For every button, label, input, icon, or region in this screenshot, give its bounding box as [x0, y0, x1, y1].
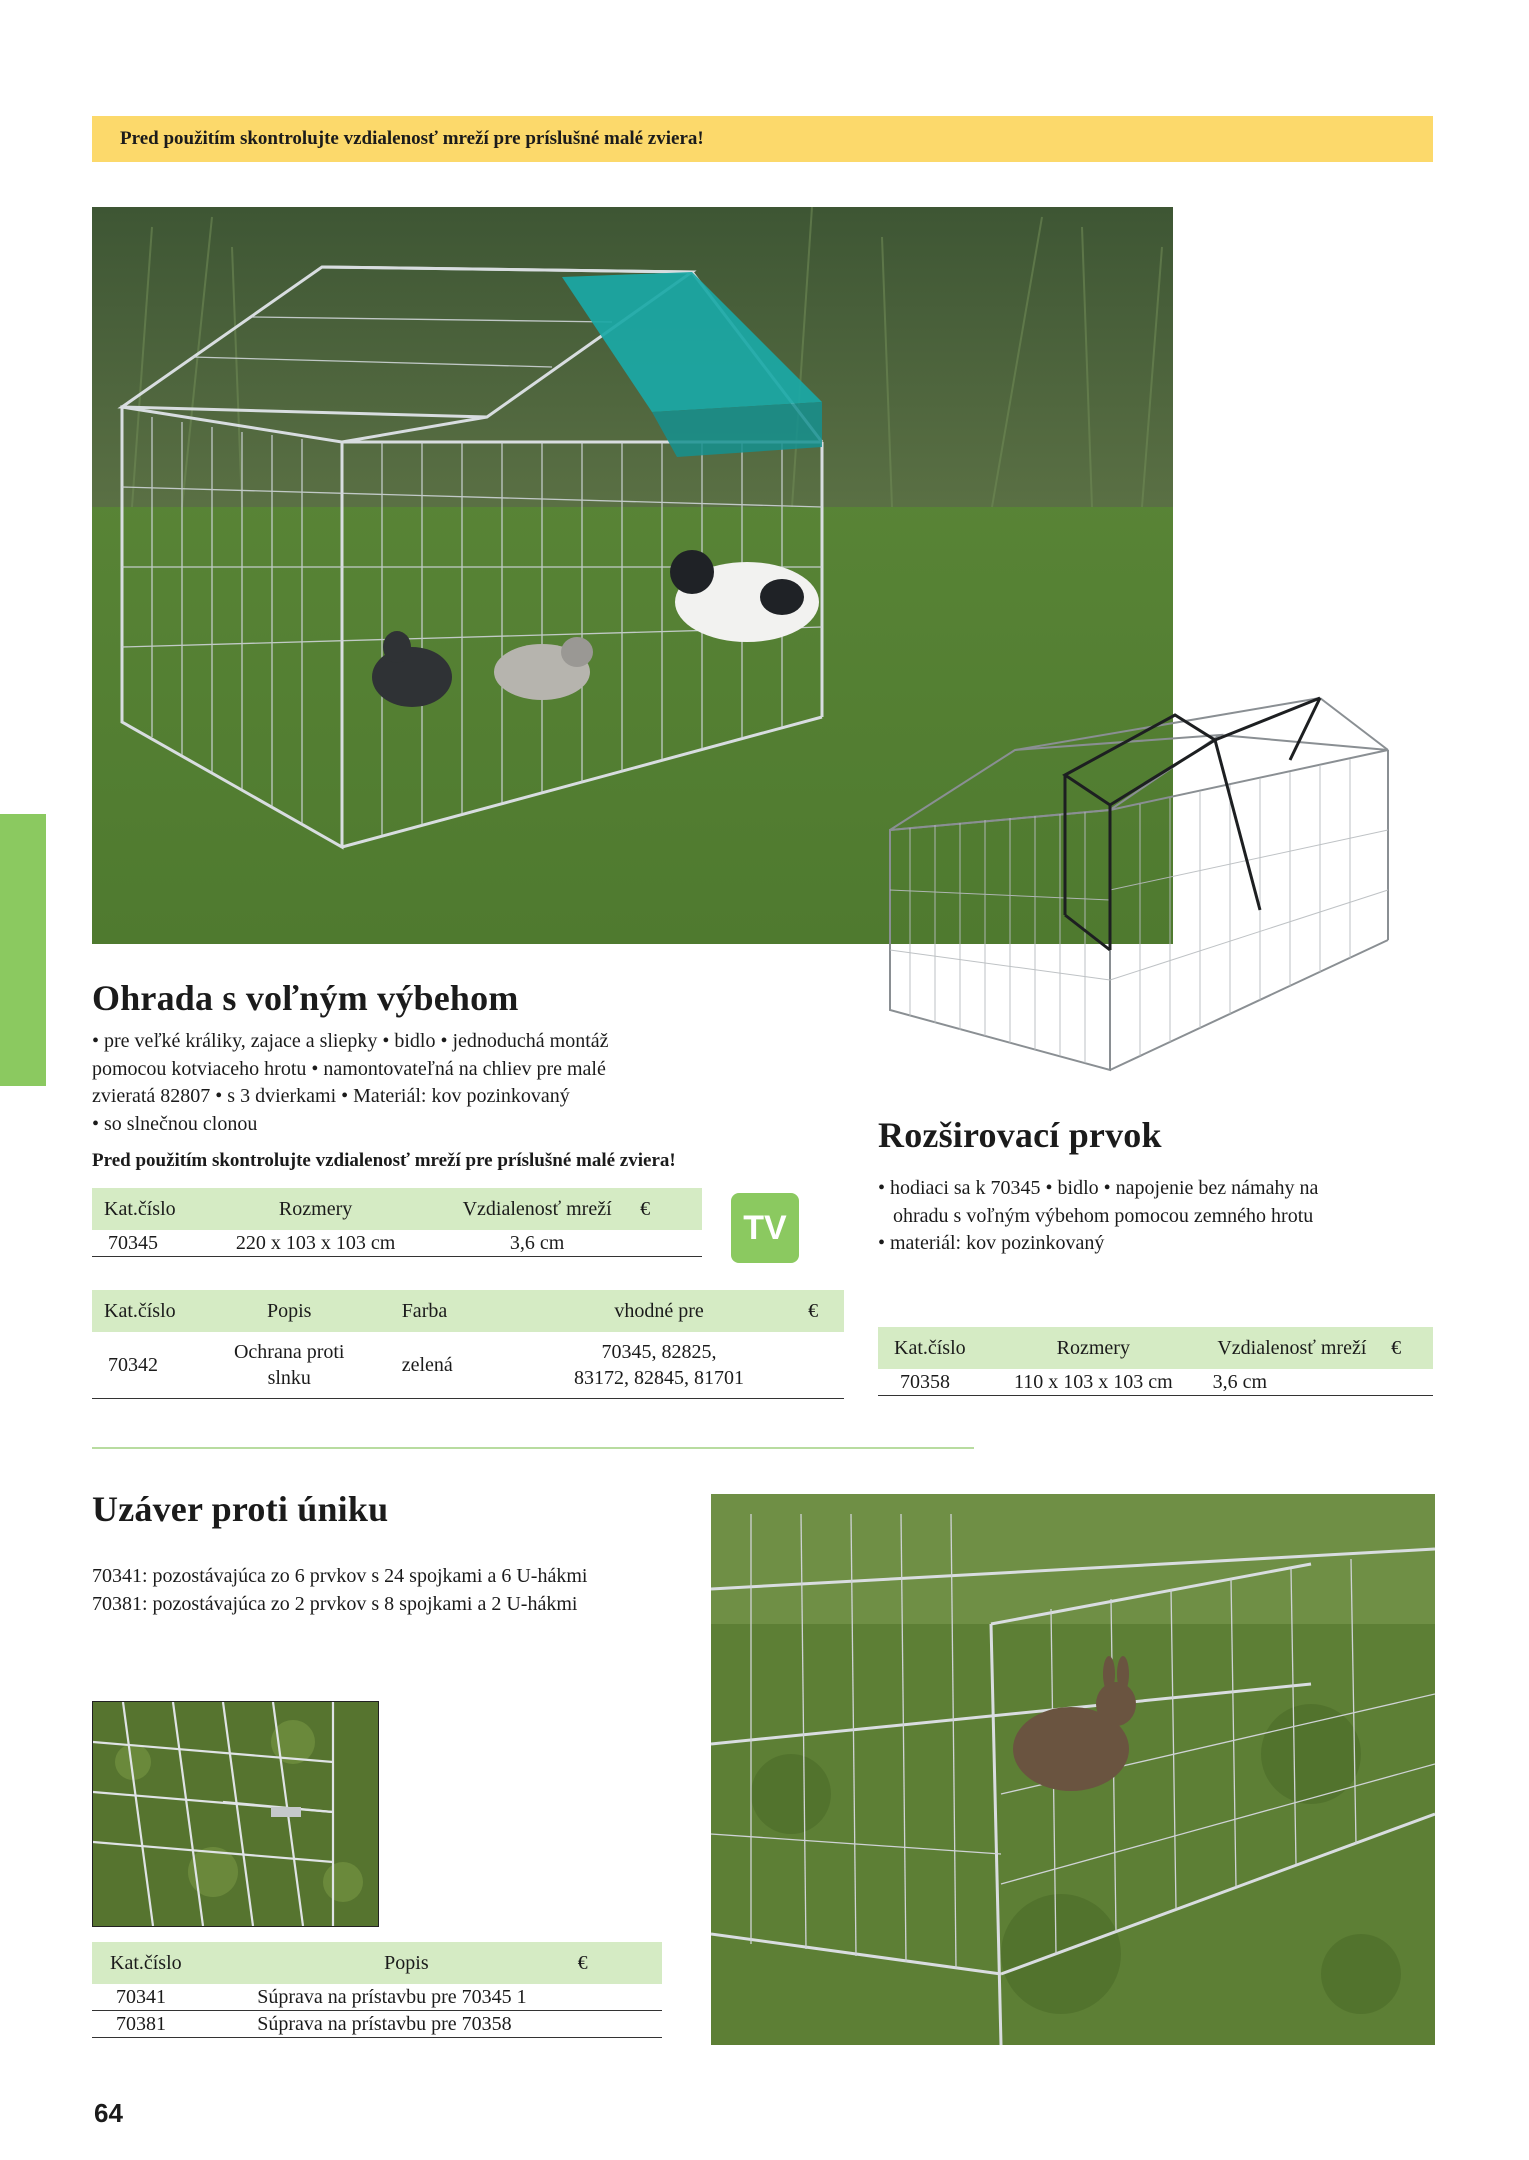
- table-cell: 70342: [92, 1332, 197, 1399]
- cell-line: 83172, 82845, 81701: [574, 1367, 745, 1389]
- warning-banner: [92, 116, 1433, 162]
- table-cell: [536, 1332, 783, 1399]
- description-line: • hodiaci sa k 70345 • bidlo • napojenie bez námahy na: [878, 1177, 1319, 1199]
- page-number: 64: [94, 2098, 123, 2128]
- table-cell: 70381: [92, 2011, 245, 2038]
- table-header: Popis: [197, 1290, 382, 1332]
- table-header: €: [782, 1290, 844, 1332]
- table-cell: [1391, 1369, 1433, 1396]
- section2-product-table: [878, 1327, 1433, 1396]
- table-cell: 70345: [92, 1230, 197, 1257]
- table-cell: [197, 1332, 382, 1399]
- description-line: ohradu s voľným výbehom pomocou zemného hrotu: [893, 1204, 1314, 1227]
- table-row: [92, 1332, 844, 1399]
- table-row: [92, 1230, 702, 1257]
- section1-product-table: [92, 1188, 702, 1257]
- table-header: €: [640, 1188, 702, 1230]
- table-cell: 3,6 cm: [1193, 1369, 1392, 1396]
- table-cell: [568, 1984, 662, 2011]
- description-line: • so slnečnou clonou: [92, 1112, 258, 1135]
- table-header: Kat.číslo: [92, 1188, 197, 1230]
- section-side-tab: [0, 814, 46, 1086]
- table-header: Popis: [245, 1942, 567, 1984]
- description-line: • pre veľké králiky, zajace a sliepky • bidlo • jednoduchá montáž: [92, 1030, 609, 1052]
- cell-line: slnku: [267, 1367, 311, 1389]
- table-row: [92, 2011, 662, 2038]
- section3-description: [92, 1563, 712, 1618]
- section1-warning: Pred použitím skontrolujte vzdialenosť mreží pre príslušné malé zviera!: [92, 1150, 676, 1171]
- table-cell: Súprava na prístavbu pre 70345 1: [245, 1984, 567, 2011]
- section1-accessory-table: [92, 1290, 844, 1399]
- table-header: Rozmery: [994, 1327, 1193, 1369]
- section1-description: [92, 1028, 732, 1138]
- section3-product-table: [92, 1942, 662, 2038]
- cell-line: 70345, 82825,: [601, 1341, 717, 1363]
- table-row: [92, 1984, 662, 2011]
- section1-title: Ohrada s voľným výbehom: [92, 978, 519, 1018]
- table-cell: 220 x 103 x 103 cm: [197, 1230, 434, 1257]
- tv-badge: TV: [731, 1193, 799, 1263]
- table-header: vhodné pre: [536, 1290, 783, 1332]
- table-cell: 3,6 cm: [434, 1230, 640, 1257]
- description-line: 70341: pozostávajúca zo 6 prvkov s 24 spojkami a 6 U-hákmi: [92, 1565, 588, 1587]
- table-cell: Súprava na prístavbu pre 70358: [245, 2011, 567, 2038]
- table-header: Kat.číslo: [92, 1290, 197, 1332]
- table-cell: 110 x 103 x 103 cm: [994, 1369, 1193, 1396]
- table-cell: zelená: [382, 1332, 536, 1399]
- table-header: Kat.číslo: [878, 1327, 994, 1369]
- table-cell: [640, 1230, 702, 1257]
- warning-banner-text: Pred použitím skontrolujte vzdialenosť mreží pre príslušné malé zviera!: [120, 128, 704, 149]
- table-cell: [568, 2011, 662, 2038]
- table-header: €: [568, 1942, 662, 1984]
- cell-line: Ochrana proti: [233, 1341, 345, 1363]
- section2-title: Rozširovací prvok: [878, 1115, 1162, 1155]
- description-line: 70381: pozostávajúca zo 2 prvkov s 8 spojkami a 2 U-hákmi: [92, 1592, 578, 1615]
- table-header: Kat.číslo: [92, 1942, 245, 1984]
- description-line: • materiál: kov pozinkovaný: [878, 1232, 1105, 1254]
- section2-description: [878, 1175, 1438, 1258]
- description-line: zvieratá 82807 • s 3 dvierkami • Materiál: kov pozinkovaný: [92, 1085, 570, 1107]
- table-header: Farba: [382, 1290, 536, 1332]
- table-cell: [782, 1332, 844, 1399]
- description-line: pomocou kotviaceho hrotu • namontovateľná na chliev pre malé: [92, 1057, 606, 1080]
- table-header: Vzdialenosť mreží: [434, 1188, 640, 1230]
- table-header: Vzdialenosť mreží: [1193, 1327, 1392, 1369]
- section3-title: Uzáver proti úniku: [92, 1489, 389, 1529]
- table-header: €: [1391, 1327, 1433, 1369]
- clip-detail-photo: [92, 1701, 379, 1927]
- table-row: [878, 1369, 1433, 1396]
- table-cell: 70358: [878, 1369, 994, 1396]
- extension-product-photo: [880, 690, 1400, 1080]
- table-cell: 70341: [92, 1984, 245, 2011]
- rabbit-run-photo: [711, 1494, 1435, 2045]
- section-divider: [92, 1447, 974, 1449]
- table-header: Rozmery: [197, 1188, 434, 1230]
